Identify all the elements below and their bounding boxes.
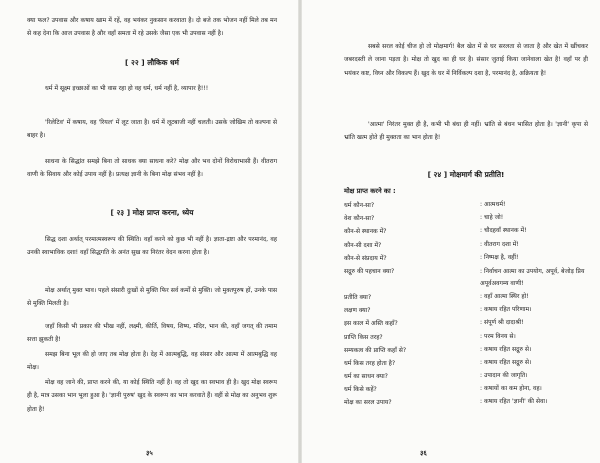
qa-answer: : चौदहवाँ स्थानक में!: [480, 227, 527, 235]
right-quote-paragraph: 'आत्मा' निरंतर मुक्त ही है, कभी भी बंधा ही नहीं। भ्रांति से बंधन भासित होता है। 'ज्ञानी' कृपा से भ्रांति खत्म होते ही मुक्तता का भान होता है!: [344, 121, 588, 142]
qa-answer: : कषाय रहित परिणाम।: [480, 306, 532, 314]
qa-row: [344, 304, 598, 317]
section-22-paragraph-1: धर्म में सूक्ष्म इच्छाओं का भी वास रहा हो वह धर्म, धर्म नहीं है, व्यापार है!!!: [45, 85, 209, 92]
left-page-number: ३५: [146, 449, 153, 457]
section-23-paragraph-5: मोक्ष वह जाने की, प्राप्त करने की, या कोई स्थिति नहीं है। वह तो खुद का स्वभाव ही है। खुद मोक्ष स्वरूप ही है, मात्र उसका भान भूला हुआ है। 'ज्ञानी पुरुष' खुद के स्वरूप का भान करवाते हैं। वहीं से मोक्ष का अनुभव शुरू होता है!: [27, 379, 277, 413]
section-22-heading: [ २२ ] लौकिक धर्म: [125, 58, 179, 67]
qa-question: कौन-सी दशा में?: [344, 241, 382, 249]
qa-row: [344, 370, 598, 383]
qa-row: [344, 396, 598, 409]
qa-row: [344, 331, 598, 344]
qa-answer: : वहाँ आत्मा स्थिर हो!: [480, 292, 529, 300]
section-23-paragraph-3: जहाँ किसी भी प्रकार की भीख नहीं, लक्ष्मी, कीर्ति, विषय, शिष्य, मंदिर, भान की, वहाँ जगत् की तमाम सत्ता झुकती है!: [27, 323, 277, 344]
qa-row: [344, 291, 598, 304]
section-23-paragraph-2: मोक्ष अर्थात् मुक्त भाव। पहले संसारी दुःखों से मुक्ति फिर सर्व कर्मों से मुक्ति। जो मुक्तपुरुष हों, उनके पास से मुक्ति मिलती है।: [27, 287, 277, 308]
qa-row: [344, 383, 598, 396]
qa-answer: : वीतराग दशा में!: [480, 240, 519, 248]
qa-row: [344, 225, 598, 238]
qa-question: धर्म किसे कहें?: [344, 386, 377, 394]
qa-question: वेश कौन-सा?: [344, 215, 375, 223]
qa-row: [344, 317, 598, 330]
qa-row: [344, 239, 598, 252]
qa-title: मोक्ष प्राप्त करने का :: [344, 187, 396, 195]
qa-row: [344, 265, 598, 291]
right-intro-paragraph: सबसे सरल कोई चीज हो तो मोक्षमार्ग! बैल खेत में से घर सरलता से जाता है और खेत में खींचकर जबरदस्ती ले जाना पड़ता है। मोक्ष तो खुद का ही घर है। संसार जुताई किया जानेवाला खेत है! वहाँ पर ही भयंकर कष्ट, विघ्न और विकल्प हैं। खुद के घर में निर्विकल्प दशा है, परमानंद है, अक्रियता है!: [344, 43, 588, 77]
qa-answer: : निष्पक्ष है, वहीं!: [480, 253, 519, 261]
section-22-paragraph-2: 'रिलेटिव' में कषाय, वह 'रियल' में लूट जाता है। धर्म में लूटबाजी नहीं चलती। उसके जोखिम तो कल्पना से बाहर है।: [27, 119, 277, 140]
qa-answer: : कषाय रहित सद्गुरु से।: [480, 345, 532, 353]
qa-question: प्रतीति क्या?: [344, 293, 372, 301]
qa-question: सम्यकत्व की प्राप्ति कहाँ से?: [344, 346, 407, 354]
qa-question: धर्म किस तरह होता है?: [344, 359, 396, 367]
qa-question: लक्षण क्या?: [344, 307, 371, 315]
qa-row: [344, 252, 598, 265]
qa-answer: : आत्मधर्म!: [480, 201, 506, 208]
qa-list: [344, 199, 598, 410]
qa-question: कौन-से स्थानक में?: [344, 228, 387, 236]
qa-row: [344, 199, 598, 212]
qa-question: इस काल में अस्ति कहाँ?: [344, 320, 398, 328]
qa-answer: : कषायों का कम होना, वह।: [480, 385, 542, 393]
qa-answer: : उपादान की जागृति।: [480, 372, 528, 380]
qa-question: कौन-से संप्रदाय में?: [344, 254, 387, 262]
left-intro-paragraph: क्या फल? उपवास और कषाय खाम में रहें, वह भयंकर नुकसान करवाता है। दो बजे तक भोजन नहीं मिले तब मन से कह देना कि आज उपवास है और वहाँ समता में रहे उसके जैसा एक भी उपवास नहीं है।: [27, 17, 277, 38]
qa-question: सद्गुरु की पहचान क्या?: [344, 267, 395, 275]
qa-answer: : संपूर्ण श्री दादाश्री!: [480, 319, 524, 327]
section-23-paragraph-1: सिद्ध दशा अर्थात् परमात्मस्वरूप की स्थिति। वहाँ करने को कुछ भी नहीं है। ज्ञाता-द्रष्टा और परमानंद, वह उनकी स्वाभाविक दशा! वहाँ सिद्धगति के अनंत सुख का निरंतर वेदन करना होता है।: [27, 236, 277, 257]
qa-row: [344, 344, 598, 357]
qa-answer: : कषाय रहित सद्गुरु से।: [480, 358, 532, 366]
qa-question: धर्म कौन-सा?: [344, 202, 375, 209]
section-23-paragraph-4: समझ बिना भूल की हो जाए तब मोक्ष होता है। देह में आत्मबुद्धि, वह संसार और आत्मा में आत्मबुद्धि वह मोक्ष।: [27, 351, 277, 372]
section-23-heading: [ २३ ] मोक्ष प्राप्त करना, ध्येय: [110, 208, 194, 217]
qa-answer: : चाहे जो!: [480, 214, 504, 222]
right-page: [300, 0, 600, 463]
right-page-number: ३६: [420, 449, 427, 457]
qa-row: [344, 357, 598, 370]
section-24-heading: [ २४ ] मोक्षमार्ग की प्रतीति!: [427, 170, 505, 179]
qa-question: मोक्ष का सरल उपाय?: [344, 399, 392, 407]
qa-answer: : कषाय रहित 'ज्ञानी' की सेवा।: [480, 398, 548, 406]
qa-answer: : निर्वाचन आत्मा का उपयोग, अपूर्व, बेजोड़ प्रिय अपूर्वअवगम्य वाणी!: [480, 267, 585, 287]
qa-question: प्राप्ति किस तरह?: [344, 333, 383, 341]
qa-answer: : परम विनय से।: [480, 332, 516, 340]
section-22-paragraph-3: साधना के सिद्धांत समझे बिना तो साधक क्या साधना करे? मोक्ष और भव दोनों विरोधाभासी हैं। वीतराग वाणी के सिवाय और कोई उपाय नहीं है। प्रत्यक्ष ज्ञानी के बिना मोक्ष संभव नहीं है।: [27, 158, 277, 179]
qa-row: [344, 212, 598, 225]
qa-question: धर्म का साधन क्या?: [344, 373, 388, 381]
